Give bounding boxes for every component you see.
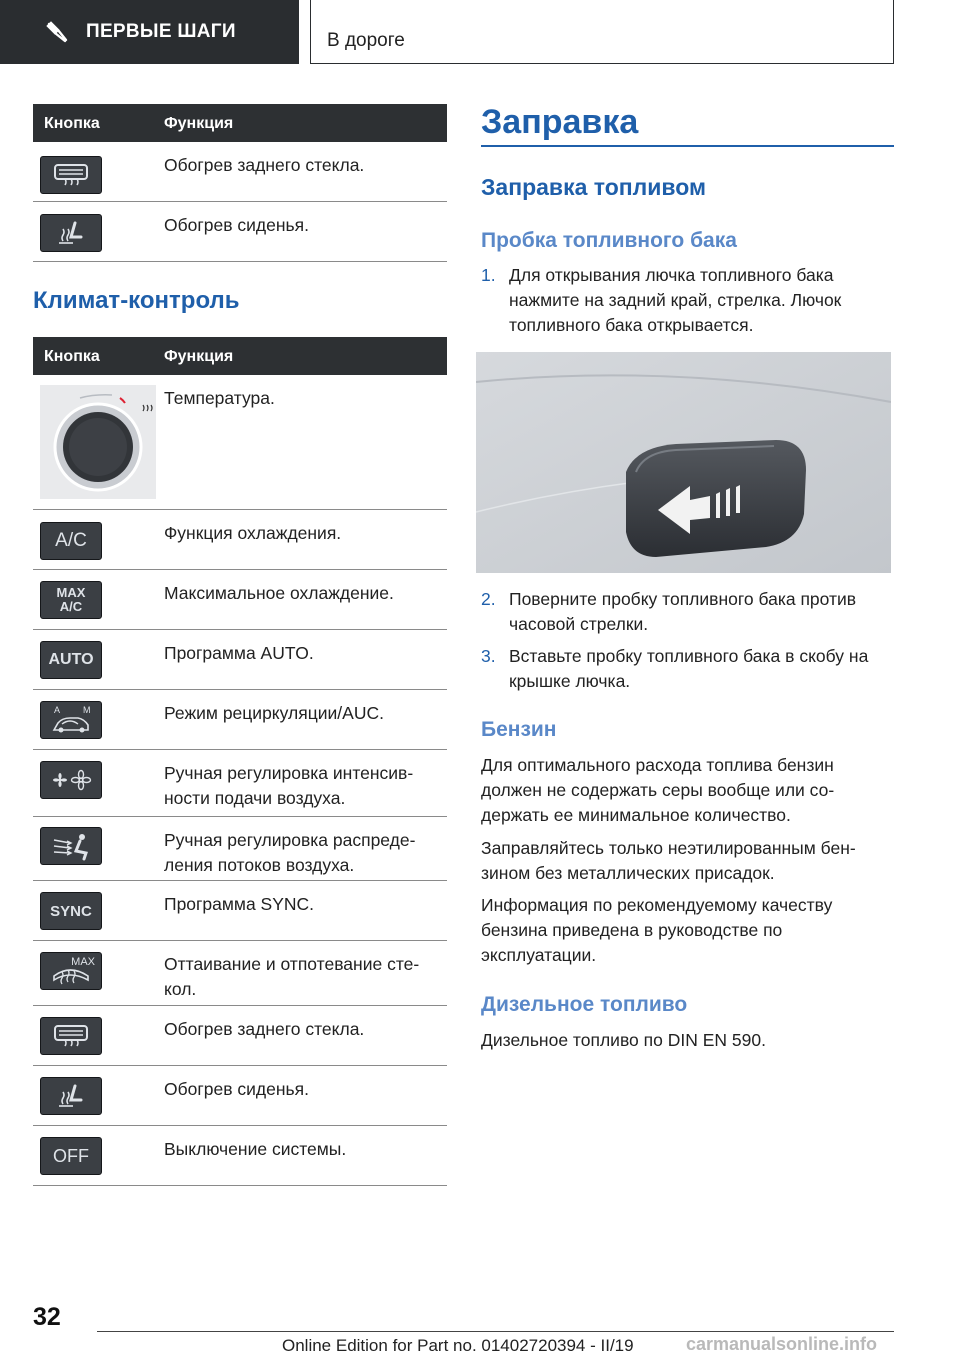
steering-pin-icon bbox=[44, 19, 70, 45]
auto-button-icon: AUTO bbox=[40, 641, 102, 679]
seat-heating-icon bbox=[40, 1077, 102, 1115]
table-row bbox=[33, 570, 447, 630]
table-row bbox=[33, 750, 447, 817]
footer-edition: Online Edition for Part no. 01402720394 - II/19 bbox=[282, 1336, 634, 1355]
temperature-knob-icon bbox=[40, 385, 156, 504]
table-row bbox=[33, 881, 447, 941]
function-text: Обогрев заднего стекла. bbox=[164, 1019, 365, 1039]
max-defrost-button-icon: MAX bbox=[40, 952, 102, 990]
heading-divider bbox=[481, 145, 894, 147]
diesel-heading: Дизельное топливо bbox=[481, 993, 688, 1016]
watermark: carmanualsonline.info bbox=[686, 1334, 878, 1354]
petrol-paragraph: Информация по рекомендуемому качеству бензина приведена в руководстве по эксплуатации. bbox=[481, 895, 833, 965]
function-text: Ручная регулировка интенсивности подачи воздуха. bbox=[164, 763, 414, 808]
function-text: Ручная регулировка распределения потоков воздуха. bbox=[164, 830, 416, 875]
table-header bbox=[33, 337, 447, 375]
petrol-paragraph: Для оптимального расхода топлива бензин должен не содержать серы вообще или содержать ее минимальное количество. bbox=[481, 755, 835, 825]
function-text: Температура. bbox=[164, 388, 275, 408]
function-text: Программа SYNC. bbox=[164, 894, 315, 914]
rear-window-heating-icon bbox=[40, 156, 102, 194]
header-tab-label: В дороге bbox=[327, 30, 405, 51]
step-item: 2. Поверните пробку топливного бака против часовой стрелки. bbox=[481, 589, 857, 634]
header-tab-label: ПЕРВЫЕ ШАГИ bbox=[86, 21, 236, 42]
function-text: Функция охлаждения. bbox=[164, 523, 342, 543]
refuel-heading: Заправка bbox=[481, 103, 639, 141]
function-text: Выключение системы. bbox=[164, 1139, 347, 1159]
table-row bbox=[33, 1066, 447, 1126]
function-text: Максимальное охлаждение. bbox=[164, 583, 394, 603]
seat-heating-icon bbox=[40, 214, 102, 252]
fan-speed-button-icon bbox=[40, 761, 102, 799]
function-text: Обогрев заднего стекла. bbox=[164, 155, 365, 175]
function-text: Программа AUTO. bbox=[164, 643, 314, 663]
recirculation-button-icon: A M bbox=[40, 701, 102, 739]
col-button-header: Кнопка bbox=[44, 115, 100, 132]
table-row bbox=[33, 630, 447, 690]
off-button-icon: OFF bbox=[40, 1137, 102, 1175]
climate-control-heading: Климат-контроль bbox=[33, 287, 240, 314]
table-row bbox=[33, 1126, 447, 1186]
fuel-flap-photo bbox=[476, 352, 891, 573]
sync-button-icon: SYNC bbox=[40, 892, 102, 930]
header-tab-first-steps[interactable] bbox=[0, 0, 299, 64]
col-function-header: Функция bbox=[164, 348, 234, 365]
function-text: Режим рециркуляции/AUC. bbox=[164, 703, 384, 723]
table-row bbox=[33, 1006, 447, 1066]
petrol-paragraph: Заправляйтесь только неэтилированным бензином без металлических присадок. bbox=[481, 838, 856, 883]
table-row bbox=[33, 817, 447, 881]
footer-divider bbox=[97, 1331, 894, 1332]
max-ac-button-icon: MAX A/C bbox=[40, 581, 102, 619]
diesel-paragraph: Дизельное топливо по DIN EN 590. bbox=[481, 1030, 766, 1050]
table-row bbox=[33, 202, 447, 262]
function-text: Обогрев сиденья. bbox=[164, 215, 309, 235]
button-table-top bbox=[33, 104, 447, 262]
step-item: 1. Для открывания лючка топливного бака нажмите на задний край, стрелка. Лючок топливного бака открывается. bbox=[481, 265, 842, 335]
table-row bbox=[33, 941, 447, 1006]
air-distribution-button-icon bbox=[40, 827, 102, 865]
page-number: 32 bbox=[33, 1303, 61, 1331]
refuel-subheading: Заправка топливом bbox=[481, 174, 707, 200]
header-tab-on-road[interactable] bbox=[310, 0, 894, 64]
climate-table bbox=[33, 337, 447, 1186]
function-text: Оттаивание и отпотевание стекол. bbox=[164, 954, 420, 999]
table-row bbox=[33, 375, 447, 510]
rear-window-heating-icon bbox=[40, 1017, 102, 1055]
col-function-header: Функция bbox=[164, 115, 234, 132]
table-row bbox=[33, 142, 447, 202]
step-item: 3. Вставьте пробку топливного бака в скобу на крышке лючка. bbox=[481, 646, 869, 691]
col-button-header: Кнопка bbox=[44, 348, 100, 365]
ac-button-icon: A/C bbox=[40, 522, 102, 560]
function-text: Обогрев сиденья. bbox=[164, 1079, 309, 1099]
table-row bbox=[33, 690, 447, 750]
fuel-cap-heading: Пробка топливного бака bbox=[481, 229, 737, 252]
table-row bbox=[33, 510, 447, 570]
petrol-heading: Бензин bbox=[481, 718, 557, 741]
table-header bbox=[33, 104, 447, 142]
